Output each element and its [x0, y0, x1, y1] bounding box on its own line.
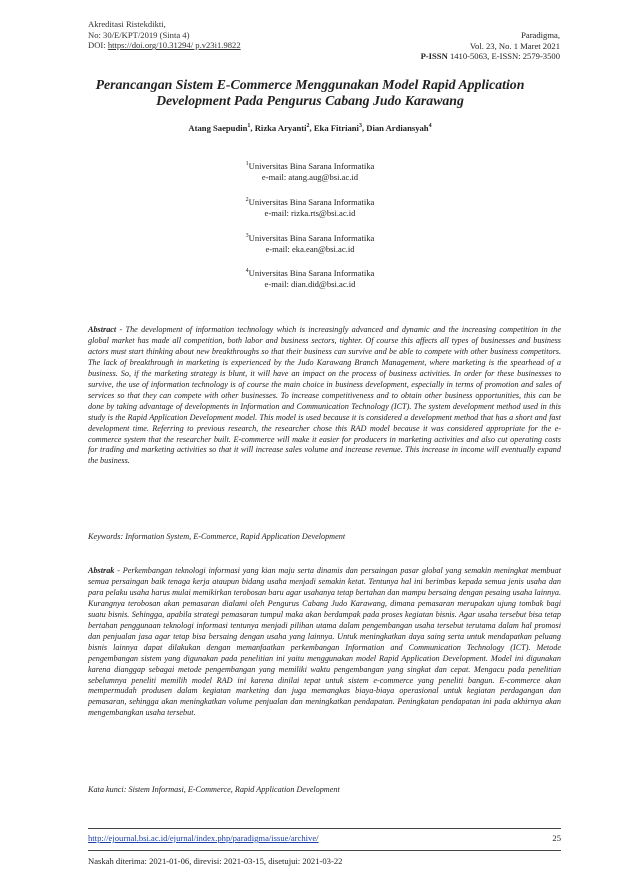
journal-header-left [88, 19, 241, 51]
author [255, 123, 314, 133]
journal-header-right [421, 30, 560, 62]
doi-line [88, 40, 241, 51]
footer-divider [88, 828, 561, 829]
author-name: Atang Saepudin [188, 123, 248, 133]
affiliation-sup: 2 [245, 197, 249, 203]
affiliation-block [170, 231, 450, 254]
author-name: Eka Fitriani [313, 123, 359, 133]
author-separator: , [250, 123, 255, 133]
affiliation-block [170, 159, 450, 182]
affiliation-email: e-mail: rizka.rts@bsi.ac.id [264, 207, 356, 218]
affiliation-sup: 1 [245, 161, 249, 167]
author [366, 123, 431, 133]
issn-numbers: 1410-5063, E-ISSN: 2579-3500 [447, 51, 560, 62]
affiliation-institution: $^2$Universitas Bina Sarana Informatika [245, 196, 375, 207]
submission-dates: Naskah diterima: 2021-01-06, direvisi: 2021-03-15, disetujui: 2021-03-22 [88, 856, 343, 866]
affiliation-institution: $^1$Universitas Bina Sarana Informatika [245, 160, 375, 171]
affiliation-email: e-mail: atang.aug@bsi.ac.id [261, 171, 359, 182]
page-number: 25 [552, 833, 561, 843]
author-separator: , [361, 123, 367, 133]
doi-link[interactable]: https://doi.org/10.31294/ p.v23i1.9822 [107, 40, 241, 51]
affiliation-email: e-mail: dian.did@bsi.ac.id [264, 278, 356, 289]
affiliation-email: e-mail: eka.ean@bsi.ac.id [265, 243, 355, 254]
issn-line [421, 51, 560, 62]
paper-title [70, 77, 550, 109]
abstract-lead: Abstract [88, 325, 117, 334]
affiliation-institution: $^4$Universitas Bina Sarana Informatika [245, 267, 375, 278]
keywords-indonesian: Kata kunci: Sistem Informasi, E-Commerce, Rapid Application Development [88, 785, 340, 794]
author-list [70, 123, 550, 133]
abstract-indonesian [88, 566, 561, 719]
abstract-text: - The development of information technology which is increasingly advanced and dynamic and the increasing competition in the global market has made all competition, both labor and business sectors, tighter. Of course this affects all types of businesses and business actors must start thinking about new breakthroughs so that their business can survive and be able to compete with other business competitors. The lack of breakthrough in marketing is experienced by the Judo Karawang Branch Management, where marketing is the spearhead of a business. So, if the marketing strategy is blunt, it will have an impact on the process of business activities. In order for these businesses to survive, the use of information technology is of course the main choice in business development, especially in terms of promotion and sales of services so that they can compete with other businesses. To increase competitiveness and to obtain other business opportunities, this can be done by taking advantage of developments in Information and Communication Technology (ICT). The system development method used in this study is the Rapid Application Development model. This model is used because it is considered a development method that has a short and fast development time. Referring to previous research, the researcher chose this RAD model because it was considered appropriate for the e-commerce system that the researcher built. E-commerce will make it easier for producers in marketing activities and also cut operating costs for trading and marketing activities so that it will increase sales volume and increase revenue. This increase in income will eventually expand the business. [88, 325, 561, 466]
title-line-1: Perancangan Sistem E-Commerce Menggunakan Model Rapid Application [95, 77, 525, 92]
author-name: Dian Ardiansyah [366, 123, 429, 133]
affiliation-block [170, 195, 450, 218]
author [188, 123, 254, 133]
abstract-lead: Abstrak [88, 566, 115, 575]
accreditation-label: Akreditasi Ristekdikti, [88, 19, 166, 29]
journal-archive-link[interactable]: http://ejournal.bsi.ac.id/ejurnal/index.php/paradigma/issue/archive/ [88, 833, 319, 843]
affiliation-institution: $^3$Universitas Bina Sarana Informatika [245, 232, 375, 243]
author-sup: 3 [358, 123, 362, 130]
affiliation-block [170, 266, 450, 289]
journal-name: Paradigma, [521, 30, 560, 40]
journal-volume: Vol. 23, No. 1 Maret 2021 [469, 40, 560, 51]
author-sup: 2 [306, 123, 310, 130]
title-line-2: Development Pada Pengurus Cabang Judo Karawang [156, 93, 464, 108]
author-name: Rizka Aryanti [254, 123, 307, 133]
footer-divider [88, 850, 561, 851]
author-separator: , [309, 123, 314, 133]
doi-label: DOI: [88, 40, 108, 51]
author-sup: 1 [247, 123, 251, 130]
accreditation-number: No: 30/E/KPT/2019 (Sinta 4) [88, 29, 190, 40]
pissn-label: P-ISSN [420, 51, 448, 62]
affiliation-sup: 4 [245, 268, 249, 274]
author-sup: 4 [428, 123, 432, 130]
author [314, 123, 366, 133]
affiliation-sup: 3 [245, 233, 249, 239]
abstract-english [88, 325, 561, 467]
abstract-text: - Perkembangan teknologi informasi yang kian maju serta dinamis dan persaingan pasar global yang semakin meningkat membuat semua persaingan baik tenaga kerja ataupun bidang usaha menjadi semakin ketat. Tentunya hal ini berimbas kepada semua jenis usaha dan para pelaku usaha harus mulai memikirkan terobosan baru agar usahanya tetap bertahan dan mampu bersaing dengan pesaing usaha lainnya. Kurangnya terobosan akan pemasaran dialami oleh Pengurus Cabang Judo Karawang, dimana pemasaran merupakan ujung tombak bagi suatu bisnis. Sehingga, apabila strategi pemasaran tumpul maka akan berdampak pada proses kegiatan bisnis. Agar usaha tersebut bisa tetap bertahan penggunaan teknologi informasi tentunya menjadi pilihan utama dalam pengembangan usaha tersebut terutama dalam hal promosi dan penjualan jasa agar tetap bisa bersaing dengan usaha yang lainnya. Untuk meningkatkan daya saing serta untuk mendapatkan peluang bisnis lainnya dapat dilakukan dengan memanfaatkan perkembangan Information and Communication Technology (ICT). Metode pengembangan sistem yang digunakan pada penelitian ini yaitu menggunakan model Rapid Application Development. Model ini digunakan karena dianggap sebagai metode pengembangan yang memiliki waktu pengembangan yang singkat dan cepat. Mengacu pada penelitian sebelumnya peneliti memilih model RAD ini karena dinilai tepat untuk sistem e-commerce yang peneliti bangun. E-commerce akan mempermudah produsen dalam kegiatan marketing dan juga memangkas biaya-biaya operasional untuk kegiatan perdagangan dan pemasaran, sehingga akan meningkatkan volume penjualan dan meningkatkan pendapatan. Peningkatan pendapatan ini pada akhirnya akan mengembangkan usaha tersebut. [88, 566, 561, 718]
keywords-english: Keywords: Information System, E-Commerce, Rapid Application Development [88, 532, 346, 541]
